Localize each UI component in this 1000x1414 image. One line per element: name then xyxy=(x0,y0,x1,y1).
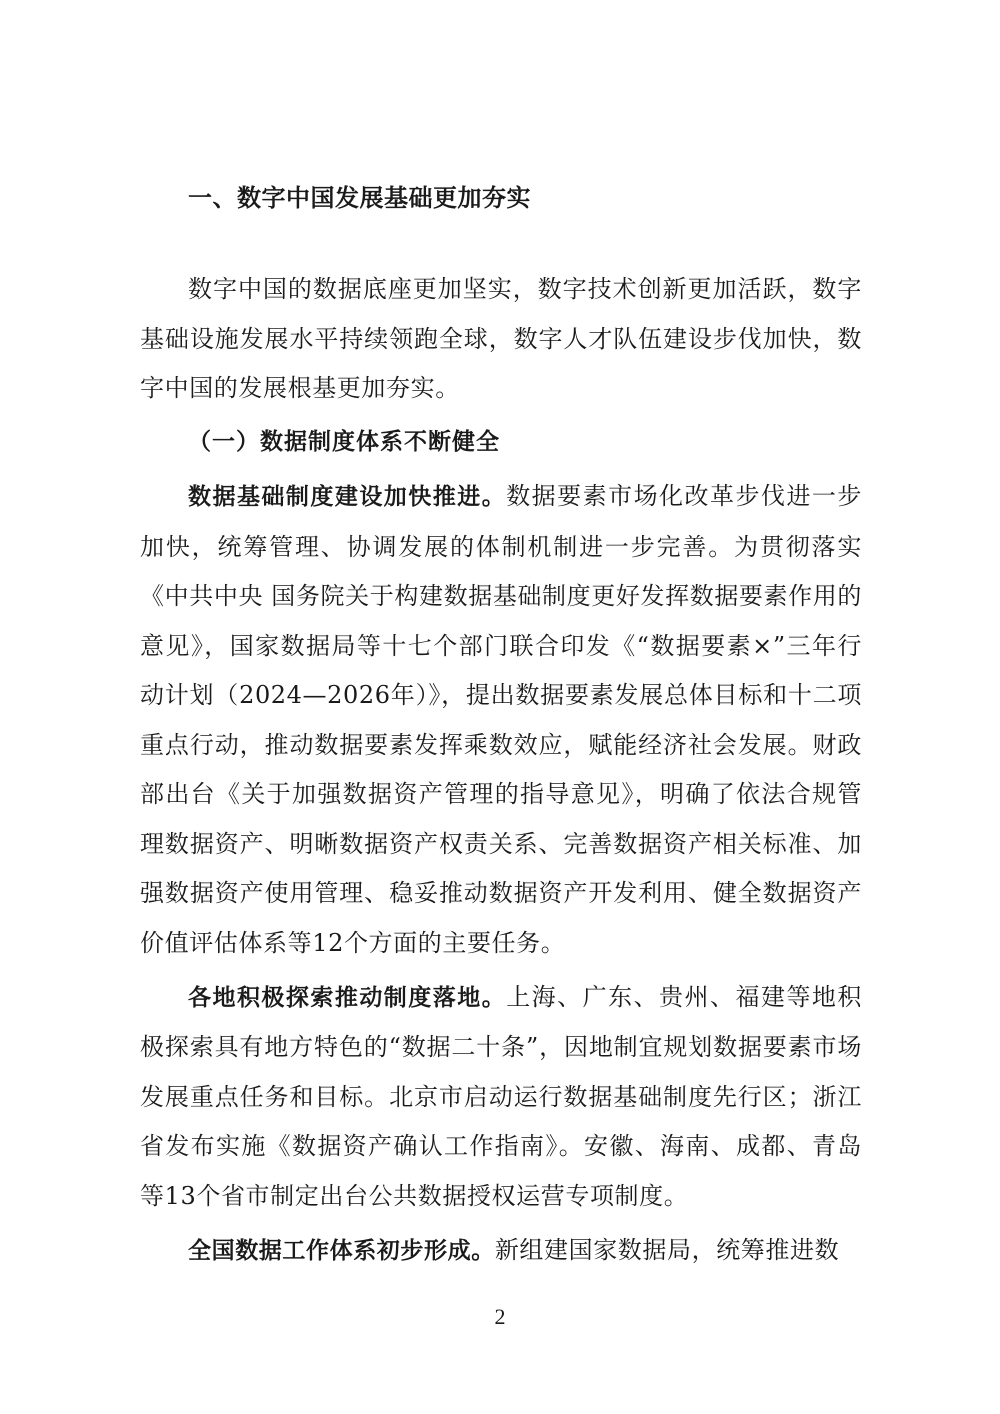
paragraph-data-foundation xyxy=(140,472,862,968)
paragraph-body: 数据要素市场化改革步伐进一步加快，统筹管理、协调发展的体制机制进一步完善。为贯彻落实《中共中央 国务院关于构建数据基础制度更好发挥数据要素作用的意见》，国家数据局等十七个部门联合印发《“数据要素×”三年行动计划（2024—2026年）》，提出数据要素发展总体目标和十二项重点行动，推动数据要素发挥乘数效应，赋能经济社会发展。财政部出台《关于加强数据资产管理的指导意见》，明确了依法合规管理数据资产、明晰数据资产权责关系、完善数据资产相关标准、加强数据资产使用管理、稳妥推动数据资产开发利用、健全数据资产价值评估体系等12个方面的主要任务。 xyxy=(140,482,862,957)
paragraph-body: 新组建国家数据局，统筹推进数 xyxy=(494,1235,840,1264)
subsection-heading: （一）数据制度体系不断健全 xyxy=(188,429,500,455)
section-heading: 一、数字中国发展基础更加夯实 xyxy=(188,184,531,212)
paragraph-lead: 全国数据工作体系初步形成。 xyxy=(188,1237,495,1264)
paragraph-national-system xyxy=(140,1226,862,1277)
paragraph-body: 上海、广东、贵州、福建等地积极探索具有地方特色的“数据二十条”，因地制宜规划数据要素市场发展重点任务和目标。北京市启动运行数据基础制度先行区；浙江省发布实施《数据资产确认工作指南》。安徽、海南、成都、青岛等13个省市制定出台公共数据授权运营专项制度。 xyxy=(140,982,862,1210)
paragraph-lead: 数据基础制度建设加快推进。 xyxy=(188,484,507,510)
paragraph-local-exploration xyxy=(140,973,862,1222)
intro-paragraph: 数字中国的数据底座更加坚实，数字技术创新更加活跃，数字基础设施发展水平持续领跑全球，数字人才队伍建设步伐加快，数字中国的发展根基更加夯实。 xyxy=(140,275,862,402)
paragraph-lead: 各地积极探索推动制度落地。 xyxy=(188,984,507,1011)
document-body xyxy=(140,265,862,1281)
page-number: 2 xyxy=(494,1304,506,1329)
